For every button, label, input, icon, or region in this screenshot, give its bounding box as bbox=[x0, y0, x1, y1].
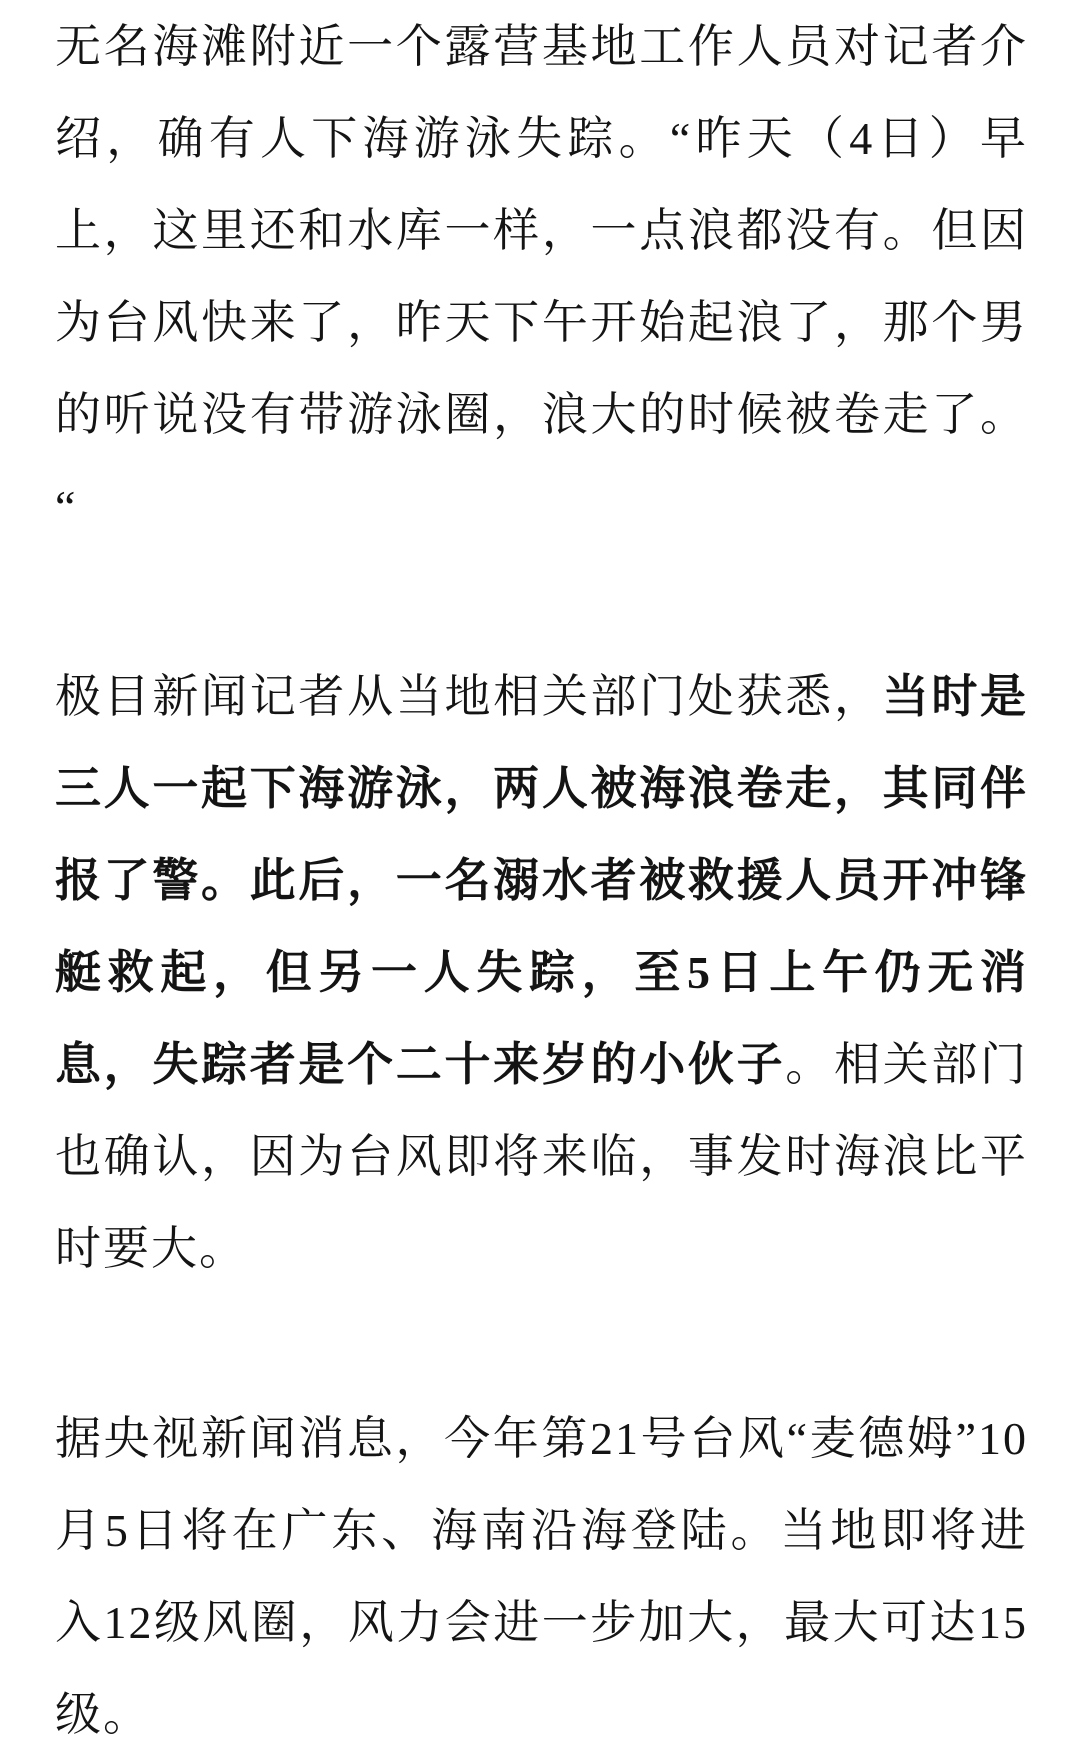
article-paragraph bbox=[55, 1393, 1028, 1761]
text-run: 极目新闻记者从当地相关部门处获悉， bbox=[55, 671, 883, 722]
text-run: 据央视新闻消息，今年第21号台风“麦德姆”10月5日将在广东、海南沿海登陆。当地即将进入12级风圈，风力会进一步加大，最大可达15级。 bbox=[55, 1413, 1028, 1740]
text-run: 无名海滩附近一个露营基地工作人员对记者介绍，确有人下海游泳失踪。“昨天（4日）早上，这里还和水库一样，一点浪都没有。但因为台风快来了，昨天下午开始起浪了，那个男的听说没有带游泳圈，浪大的时候被卷走了。“ bbox=[55, 21, 1028, 532]
article-paragraph bbox=[55, 1, 1028, 553]
article-paragraph bbox=[55, 651, 1028, 1295]
bold-text-run: 当时是三人一起下海游泳，两人被海浪卷走，其同伴报了警。此后，一名溺水者被救援人员开冲锋艇救起，但另一人失踪，至5日上午仍无消息，失踪者是个二十来岁的小伙子 bbox=[55, 671, 1029, 1090]
text-run: 。相关部门也确认，因为台风即将来临，事发时海浪比平时要大。 bbox=[55, 1039, 1029, 1274]
